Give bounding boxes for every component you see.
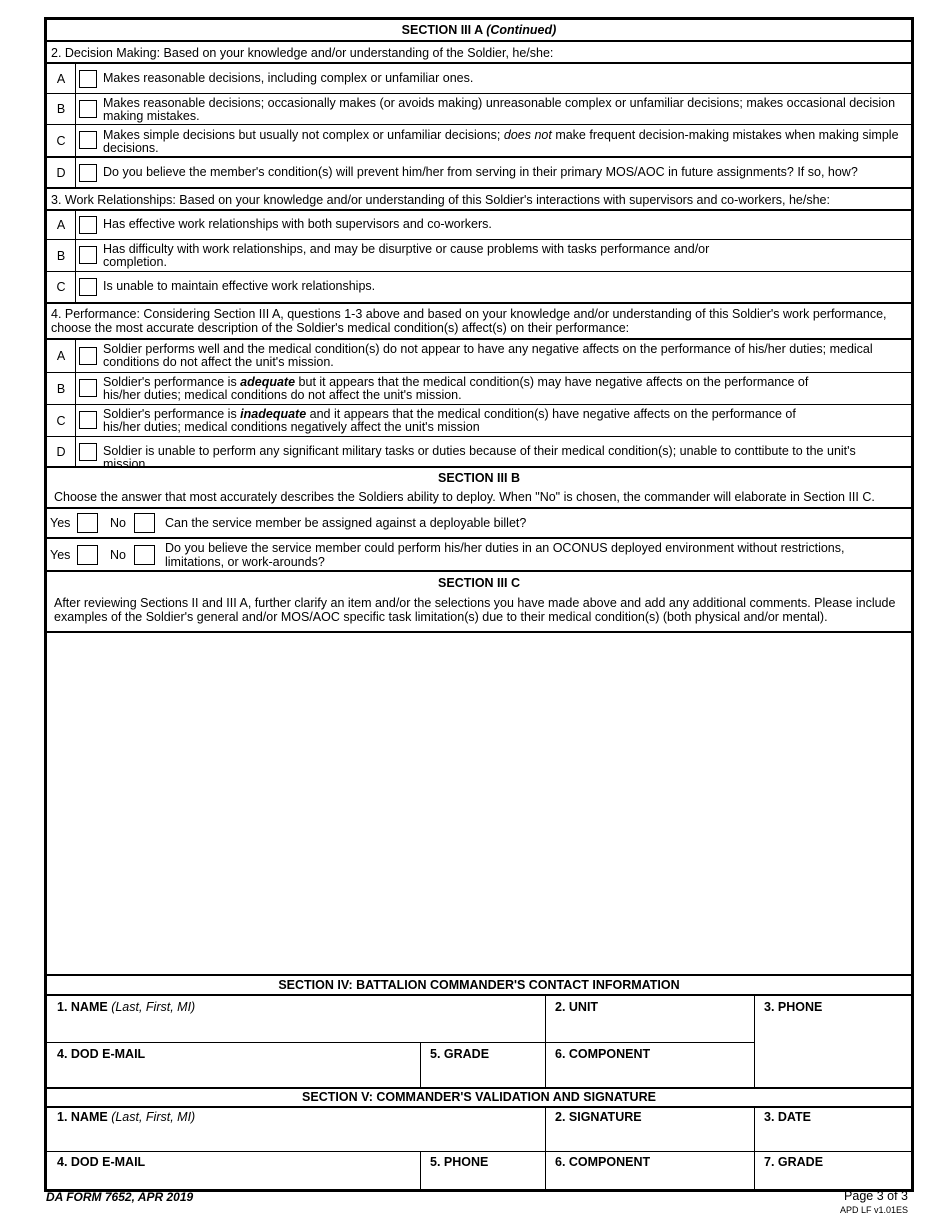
comments-area <box>47 631 911 974</box>
validator-name-input[interactable] <box>57 1129 537 1147</box>
section-3b-header <box>47 466 911 507</box>
text-line-2: his/her duties; medical conditions negatively affect the unit's mission <box>103 420 480 434</box>
text-before: Soldier's performance is <box>103 375 241 389</box>
section-3c-instructions: After reviewing Sections II and III A, further clarify an item and/or the selections you have made above and add any additional comments. Please include examples of the Soldier's general and/or MOS/AOC specific task limitation(s) due to their medical condition(s) (both physical and/or mental). <box>54 596 896 624</box>
option-text: Makes reasonable decisions, including complex or unfamiliar ones. <box>103 71 474 85</box>
option-text <box>103 243 903 269</box>
divider <box>420 1151 421 1191</box>
divider <box>754 996 755 1089</box>
divider <box>545 1108 546 1191</box>
option-letter: C <box>47 272 76 302</box>
deploy-question-1 <box>47 507 911 537</box>
unit-label: 2. UNIT <box>555 1000 599 1014</box>
name-label-text: 1. NAME <box>57 1000 108 1014</box>
q3-option-c <box>47 271 911 302</box>
option-letter: A <box>47 64 76 93</box>
name-hint: (Last, First, MI) <box>111 1110 196 1124</box>
q4-a-checkbox[interactable] <box>79 347 97 365</box>
text-after: and it appears that the medical condition(s) have negative affects on the performance of <box>306 407 796 421</box>
q2-option-d <box>47 156 911 187</box>
option-text <box>103 408 903 434</box>
date-input[interactable] <box>764 1129 904 1147</box>
email-label: 4. DOD E-MAIL <box>57 1047 146 1061</box>
text-after: but it appears that the medical condition(s) may have negative affects on the performance of <box>295 375 809 389</box>
section-3b-instructions: Choose the answer that most accurately describes the Soldiers ability to deploy. When "No" is chosen, the commander will elaborate in Section III C. <box>54 490 875 504</box>
form-id: DA FORM 7652, APR 2019 <box>46 1190 194 1204</box>
option-letter: C <box>47 125 76 156</box>
q2-prompt: 2. Decision Making: Based on your knowledge and/or understanding of the Soldier, he/she: <box>47 40 911 62</box>
q2-option-b <box>47 93 911 124</box>
q4-option-c <box>47 404 911 436</box>
q4-option-d <box>47 436 911 471</box>
phone-label: 3. PHONE <box>764 1000 823 1014</box>
email-input[interactable] <box>57 1171 412 1187</box>
option-text: Has effective work relationships with both supervisors and co-workers. <box>103 217 492 231</box>
option-text <box>103 376 903 402</box>
deploy-question-text: Can the service member be assigned against a deployable billet? <box>165 516 527 530</box>
option-letter: B <box>47 373 76 404</box>
grade-input[interactable] <box>430 1066 538 1084</box>
section-5-grid <box>47 1106 911 1189</box>
section-3c-title: SECTION III C <box>438 576 520 590</box>
text-after: make frequent decision-making mistakes when making simple decisions. <box>103 128 899 155</box>
q2-b-checkbox[interactable] <box>79 100 97 118</box>
phone-input[interactable] <box>764 1020 904 1080</box>
divider <box>47 1151 911 1152</box>
component-input[interactable] <box>555 1066 745 1084</box>
phone-input[interactable] <box>430 1171 538 1187</box>
section-4-title: SECTION IV: BATTALION COMMANDER'S CONTACT INFORMATION <box>47 974 911 994</box>
option-text: Do you believe the member's condition(s) will prevent him/her from serving in their primary MOS/AOC in future assignments? If so, how? <box>103 165 858 179</box>
option-letter: A <box>47 340 76 372</box>
yes-label: Yes <box>50 548 71 562</box>
q4-c-checkbox[interactable] <box>79 411 97 429</box>
deploy-q2-yes-checkbox[interactable] <box>77 545 98 565</box>
q4-option-a <box>47 338 911 372</box>
email-input[interactable] <box>57 1066 412 1084</box>
q4-option-b <box>47 372 911 404</box>
option-letter: A <box>47 211 76 239</box>
option-letter: B <box>47 240 76 271</box>
q3-prompt: 3. Work Relationships: Based on your knowledge and/or understanding of this Soldier's interactions with supervisors and co-workers, he/she: <box>47 187 911 209</box>
section-4-grid <box>47 994 911 1087</box>
q4-b-checkbox[interactable] <box>79 379 97 397</box>
q2-option-c <box>47 124 911 156</box>
component-label: 6. COMPONENT <box>555 1047 651 1061</box>
q3-option-b <box>47 239 911 271</box>
component-label: 6. COMPONENT <box>555 1155 651 1169</box>
q2-c-checkbox[interactable] <box>79 131 97 149</box>
deploy-q1-yes-checkbox[interactable] <box>77 513 98 533</box>
yes-label: Yes <box>50 516 71 530</box>
text-emphasis: adequate <box>240 375 296 389</box>
q3-a-checkbox[interactable] <box>79 216 97 234</box>
q2-d-checkbox[interactable] <box>79 164 97 182</box>
unit-input[interactable] <box>555 1020 745 1038</box>
grade-input[interactable] <box>764 1171 904 1187</box>
section-3a-continued: (Continued) <box>486 23 557 37</box>
grade-label: 5. GRADE <box>430 1047 490 1061</box>
commander-name-input[interactable] <box>57 1020 537 1038</box>
date-label: 3. DATE <box>764 1110 811 1124</box>
divider <box>754 1108 755 1191</box>
grade-label: 7. GRADE <box>764 1155 824 1169</box>
text-line-1: Has difficulty with work relationships, and may be disurptive or cause problems with tasks performance and/or <box>103 242 710 256</box>
text-line-2: completion. <box>103 255 167 269</box>
signature-label: 2. SIGNATURE <box>555 1110 642 1124</box>
version-label: APD LF v1.01ES <box>839 1205 908 1215</box>
text-before: Soldier's performance is <box>103 407 241 421</box>
name-hint: (Last, First, MI) <box>111 1000 196 1014</box>
option-text <box>103 129 903 155</box>
deploy-q1-no-checkbox[interactable] <box>134 513 155 533</box>
q3-option-a <box>47 209 911 239</box>
q4-d-checkbox[interactable] <box>79 443 97 461</box>
q4-prompt: 4. Performance: Considering Section III A, questions 1-3 above and based on your knowledge and/or understanding of this Soldier's work performance, choose the most accurate description of the Soldier's medical condition(s) affect(s) on their performance: <box>47 302 911 338</box>
option-letter: C <box>47 405 76 436</box>
page-number: Page 3 of 3 <box>844 1189 908 1203</box>
deploy-q2-no-checkbox[interactable] <box>134 545 155 565</box>
section-3a-title: SECTION III A <box>401 23 483 37</box>
option-letter: D <box>47 437 76 466</box>
section-3a-header <box>47 20 911 40</box>
component-input[interactable] <box>555 1171 745 1187</box>
q2-a-checkbox[interactable] <box>79 70 97 88</box>
section-3b-title: SECTION III B <box>438 471 520 485</box>
option-text: Soldier performs well and the medical condition(s) do not appear to have any negative affects on the performance of his/her duties; medical conditions do not affect the unit's mission. <box>103 342 873 369</box>
comments-textarea[interactable] <box>47 633 911 974</box>
text-emphasis: does not <box>503 128 552 142</box>
text-before: Makes simple decisions but usually not complex or unfamiliar decisions; <box>103 128 504 142</box>
phone-label: 5. PHONE <box>430 1155 489 1169</box>
option-text: Soldier is unable to perform any significant military tasks or duties because of their medical condition(s); unable to conttibute to the unit's mission. <box>103 444 856 471</box>
divider <box>420 1042 421 1089</box>
text-line-2: his/her duties; medical conditions do not affect the unit's mission. <box>103 388 462 402</box>
deploy-question-2 <box>47 537 911 570</box>
name-label <box>57 1000 195 1014</box>
name-label-text: 1. NAME <box>57 1110 108 1124</box>
option-text: Makes reasonable decisions; occasionally makes (or avoids making) unreasonable complex or unfamiliar decisions; makes occasional decision making mistakes. <box>103 96 896 123</box>
section-3c-header <box>47 570 911 631</box>
option-letter: D <box>47 158 76 187</box>
signature-field[interactable] <box>555 1129 745 1147</box>
option-text: Is unable to maintain effective work relationships. <box>103 279 376 293</box>
q2-option-a <box>47 62 911 93</box>
q3-c-checkbox[interactable] <box>79 278 97 296</box>
email-label: 4. DOD E-MAIL <box>57 1155 146 1169</box>
divider <box>47 1042 754 1043</box>
no-label: No <box>110 548 126 562</box>
section-5-title: SECTION V: COMMANDER'S VALIDATION AND SIGNATURE <box>47 1087 911 1106</box>
text-emphasis: inadequate <box>240 407 307 421</box>
deploy-question-text: Do you believe the service member could perform his/her duties in an OCONUS deployed environment without restrictions, limitations, or work-arounds? <box>165 541 845 569</box>
q3-b-checkbox[interactable] <box>79 246 97 264</box>
name-label <box>57 1110 195 1124</box>
option-letter: B <box>47 94 76 124</box>
no-label: No <box>110 516 126 530</box>
da-form-7652-page-3 <box>44 17 914 1192</box>
